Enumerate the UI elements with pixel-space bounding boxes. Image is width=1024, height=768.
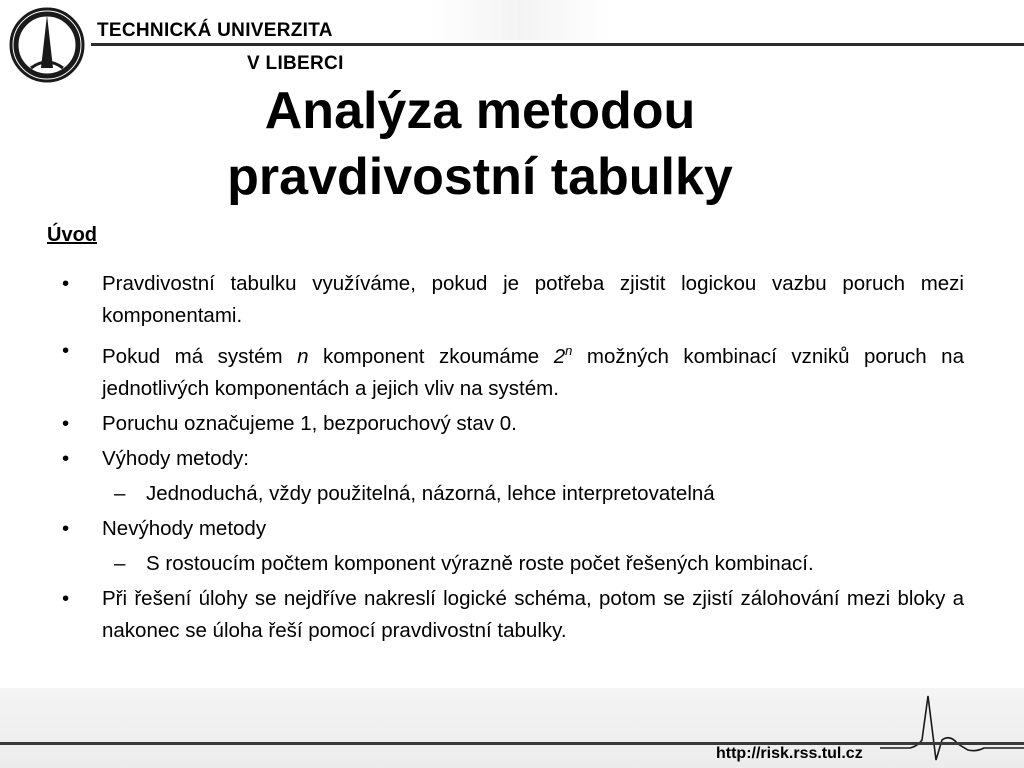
variable-n: n: [297, 344, 309, 368]
bullet-marker: •: [62, 516, 70, 540]
list-item: [62, 443, 964, 475]
dash-marker: –: [114, 481, 126, 505]
slide-title-line2: pravdivostní tabulky: [227, 148, 733, 206]
list-item: [62, 513, 964, 545]
list-item-text-part: Pokud má systém: [102, 344, 298, 368]
list-item-text: Výhody metody:: [102, 446, 249, 470]
list-item: [62, 335, 964, 405]
bullet-list: [0, 268, 1024, 650]
list-item-text: S rostoucím počtem komponent výrazně roste počet řešených kombinací.: [146, 551, 814, 575]
university-name-line1: TECHNICKÁ UNIVERZITA: [97, 20, 333, 41]
list-item-text: Pravdivostní tabulku využíváme, pokud je potřeba zjistit logickou vazbu poruch mezi komponentami.: [102, 272, 964, 327]
bullet-marker: •: [62, 272, 70, 295]
section-heading: Úvod: [47, 224, 97, 246]
sub-list-item: [114, 548, 964, 580]
header-decoration: [430, 0, 610, 40]
sub-list-item: [114, 478, 964, 510]
ecg-wave-icon: [880, 688, 1024, 768]
list-item-text-part: komponent zkoumáme: [308, 344, 554, 368]
list-item-text: Poruchu označujeme 1, bezporuchový stav 0.: [102, 411, 517, 435]
formula-exponent: n: [565, 343, 573, 358]
dash-marker: –: [114, 551, 126, 575]
bullet-marker: •: [62, 586, 70, 610]
list-item: [62, 408, 964, 440]
bullet-marker: •: [62, 339, 70, 362]
slide-title-line1: Analýza metodou: [264, 82, 696, 140]
list-item: [62, 268, 964, 332]
list-item: [62, 583, 964, 647]
footer-url: http://risk.rss.tul.cz: [716, 745, 863, 762]
list-item-text: Při řešení úlohy se nejdříve nakreslí logické schéma, potom se zjistí zálohování mezi bloky a nakonec se úloha řeší pomocí pravdivostní tabulky.: [102, 586, 964, 642]
university-name-line2: V LIBERCI: [247, 53, 344, 74]
list-item-text-part: možných kombinací vzniků poruch na jednotlivých komponentách a jejich vliv na systém.: [102, 344, 964, 400]
footer-rule: [0, 742, 1024, 745]
slide-title: [150, 78, 810, 210]
formula-base: 2: [553, 344, 566, 368]
list-item-text: Jednoduchá, vždy použitelná, názorná, lehce interpretovatelná: [146, 481, 715, 505]
bullet-marker: •: [62, 411, 70, 435]
university-logo-icon: [8, 6, 86, 84]
list-item-text: Nevýhody metody: [102, 516, 267, 540]
header-rule: [91, 43, 1024, 46]
footer-band: [0, 688, 1024, 768]
bullet-marker: •: [62, 446, 70, 470]
